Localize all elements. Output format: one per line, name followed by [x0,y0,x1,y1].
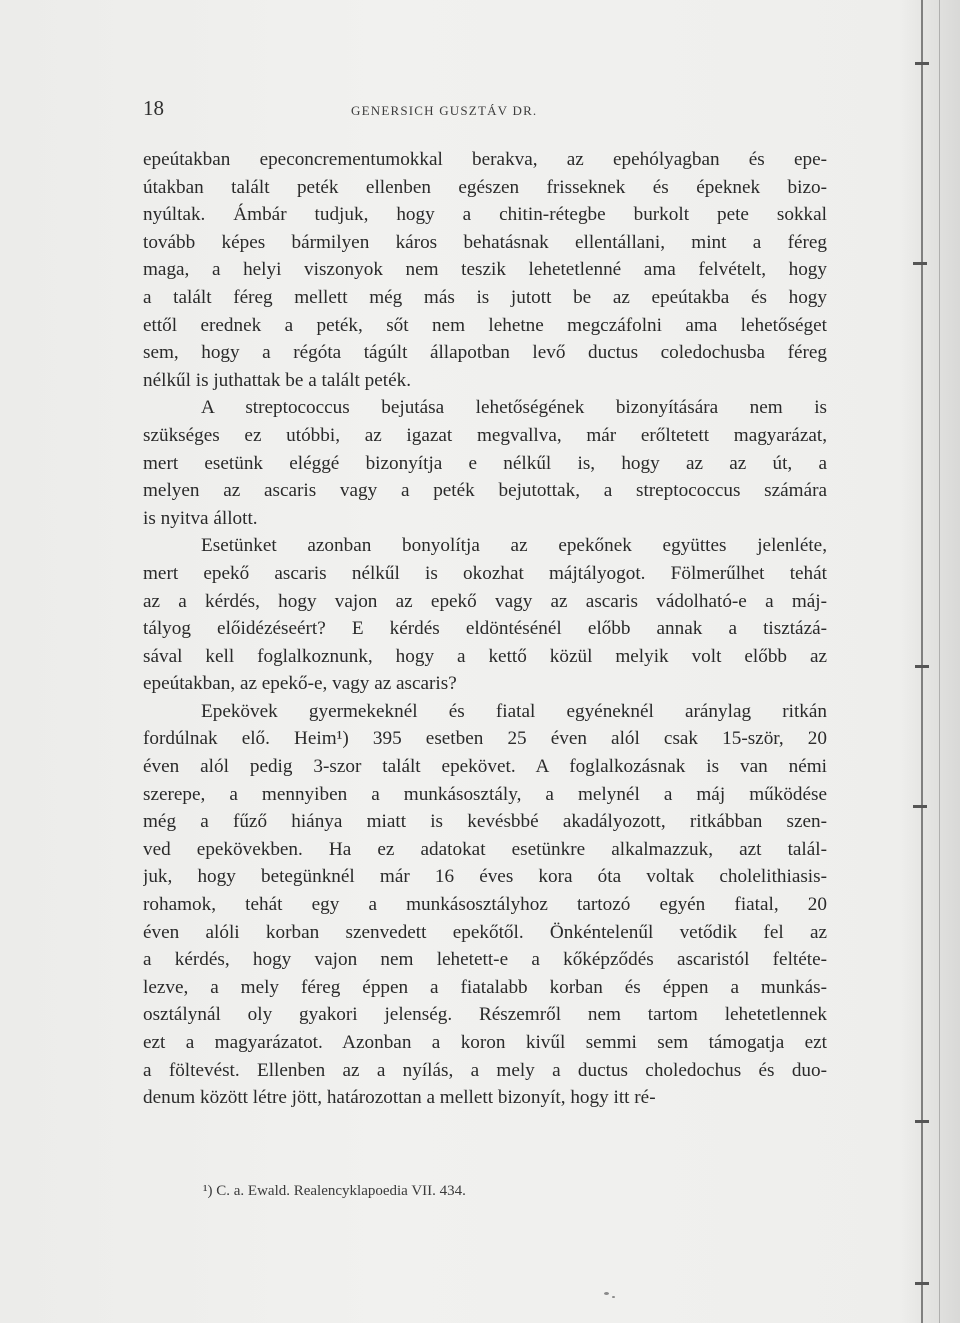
text-line: mert esetünk eléggé bizonyítja e nélkűl is, hogy az az út, a [143,452,827,474]
binding-tick [915,665,929,668]
footnote-text: C. a. Ewald. Realencyklapoedia VII. 434. [216,1183,466,1199]
running-head [143,96,833,126]
paper-speck [612,1296,615,1298]
text-line: lezve, a mely féreg éppen a fiatalabb korban és éppen a munkás- [143,976,827,998]
text-line: az a kérdés, hogy vajon az epekő vagy az ascaris vádolható-e a máj- [143,590,827,612]
footnote-marker: ¹) [203,1183,213,1199]
binding-line [921,0,923,1323]
text-line: még a fűző hiánya miatt is kevésbbé akadályozott, ritkábban szen- [143,811,827,833]
binding-tick [915,1282,929,1285]
text-line: a föltevést. Ellenben az a nyílás, a mely a ductus choledochus és duo- [143,1059,827,1081]
text-line: denum között létre jött, határozottan a mellett bizonyít, hogy itt ré- [143,1087,656,1109]
text-line: Epekövek gyermekeknél és fiatal egyéneknél aránylag ritkán [201,700,827,722]
text-line: A streptococcus bejutása lehetőségének bizonyítására nem is [201,397,827,419]
text-line: tályog előidézéseért? E kérdés eldöntésénél előbb annak a tisztázá- [143,618,827,640]
page-edge-shadow [900,0,960,1323]
text-line: mert epekő ascaris nélkűl is okozhat májtályogot. Fölmerűlhet tehát [143,562,827,584]
binding-tick [915,1120,929,1123]
paper-speck [604,1292,609,1295]
text-line: útakban talált peték ellenben egészen frisseknek és épeknek bizo- [143,176,827,198]
text-line: rohamok, tehát egy a munkásosztályhoz tartozó egyén fiatal, 20 [143,894,827,916]
text-line: is nyitva állott. [143,507,258,529]
text-line: epeútakban epeconcrementumokkal berakva, az epehólyagban és epe- [143,149,827,170]
text-line: sával kell foglalkoznunk, hogy a kettő közül melyik volt előbb az [143,645,827,667]
text-line: osztálynál oly gyakori jelenség. Részemről nem tartom lehetetlennek [143,1004,827,1026]
text-line: nyúltak. Ámbár tudjuk, hogy a chitin-rétegbe burkolt pete sokkal [143,204,827,226]
text-line: melyen az ascaris vagy a peték bejutottak, a streptococcus számára [143,480,827,502]
text-line: a kérdés, hogy vajon nem lehetett-e a kőképződés ascaristól feltéte- [143,949,827,971]
body-text [143,146,827,1112]
text-line: sem, hogy a régóta tágúlt állapotban levő ductus coledochusba féreg [143,342,827,364]
running-title: GENERSICH GUSZTÁV DR. [351,103,538,118]
text-line: epeútakban, az epekő-e, vagy az ascaris? [143,673,457,695]
text-line: ettől erednek a peték, sőt nem lehetne megczáfolni ama lehetőséget [143,314,827,336]
text-line: éven alóli korban szenvedett epekőtől. Önkéntelenűl vetődik fel az [143,921,827,943]
binding-tick [915,62,929,65]
footnote [203,1183,466,1200]
text-line: fordúlnak elő. Heim¹) 395 esetben 25 éven alól csak 15-ször, 20 [143,728,827,750]
text-line: juk, hogy betegünknél már 16 éves kora óta voltak cholelithiasis- [143,866,827,888]
binding-line-outer [939,0,940,1323]
text-line: Esetünket azonban bonyolítja az epekőnek együttes jelenléte, [201,535,827,557]
text-line: szükséges ez utóbbi, az igazat megvallva, már erőltetett magyarázat, [143,424,827,446]
text-line: maga, a helyi viszonyok nem teszik lehetetlenné ama felvételt, hogy [143,259,827,281]
text-line: a talált féreg mellett még más is jutott be az epeútakba és hogy [143,286,827,308]
binding-tick [913,262,927,265]
text-line: éven alól pedig 3-szor talált epekövet. A foglalkozásnak is van némi [143,756,827,778]
text-line: ved epekövekben. Ha ez adatokat esetünkre alkalmazzuk, azt talál- [143,838,827,860]
text-line: szerepe, a mennyiben a munkásosztály, a melynél a máj működése [143,783,827,805]
text-line: tovább képes bármilyen káros behatásnak ellentállani, mint a féreg [143,231,827,253]
binding-tick [913,805,927,808]
text-line: nélkűl is juthattak be a talált peték. [143,369,412,391]
page-number: 18 [143,96,164,120]
text-line: ezt a magyarázatot. Azonban a koron kivűl semmi sem támogatja ezt [143,1032,827,1053]
